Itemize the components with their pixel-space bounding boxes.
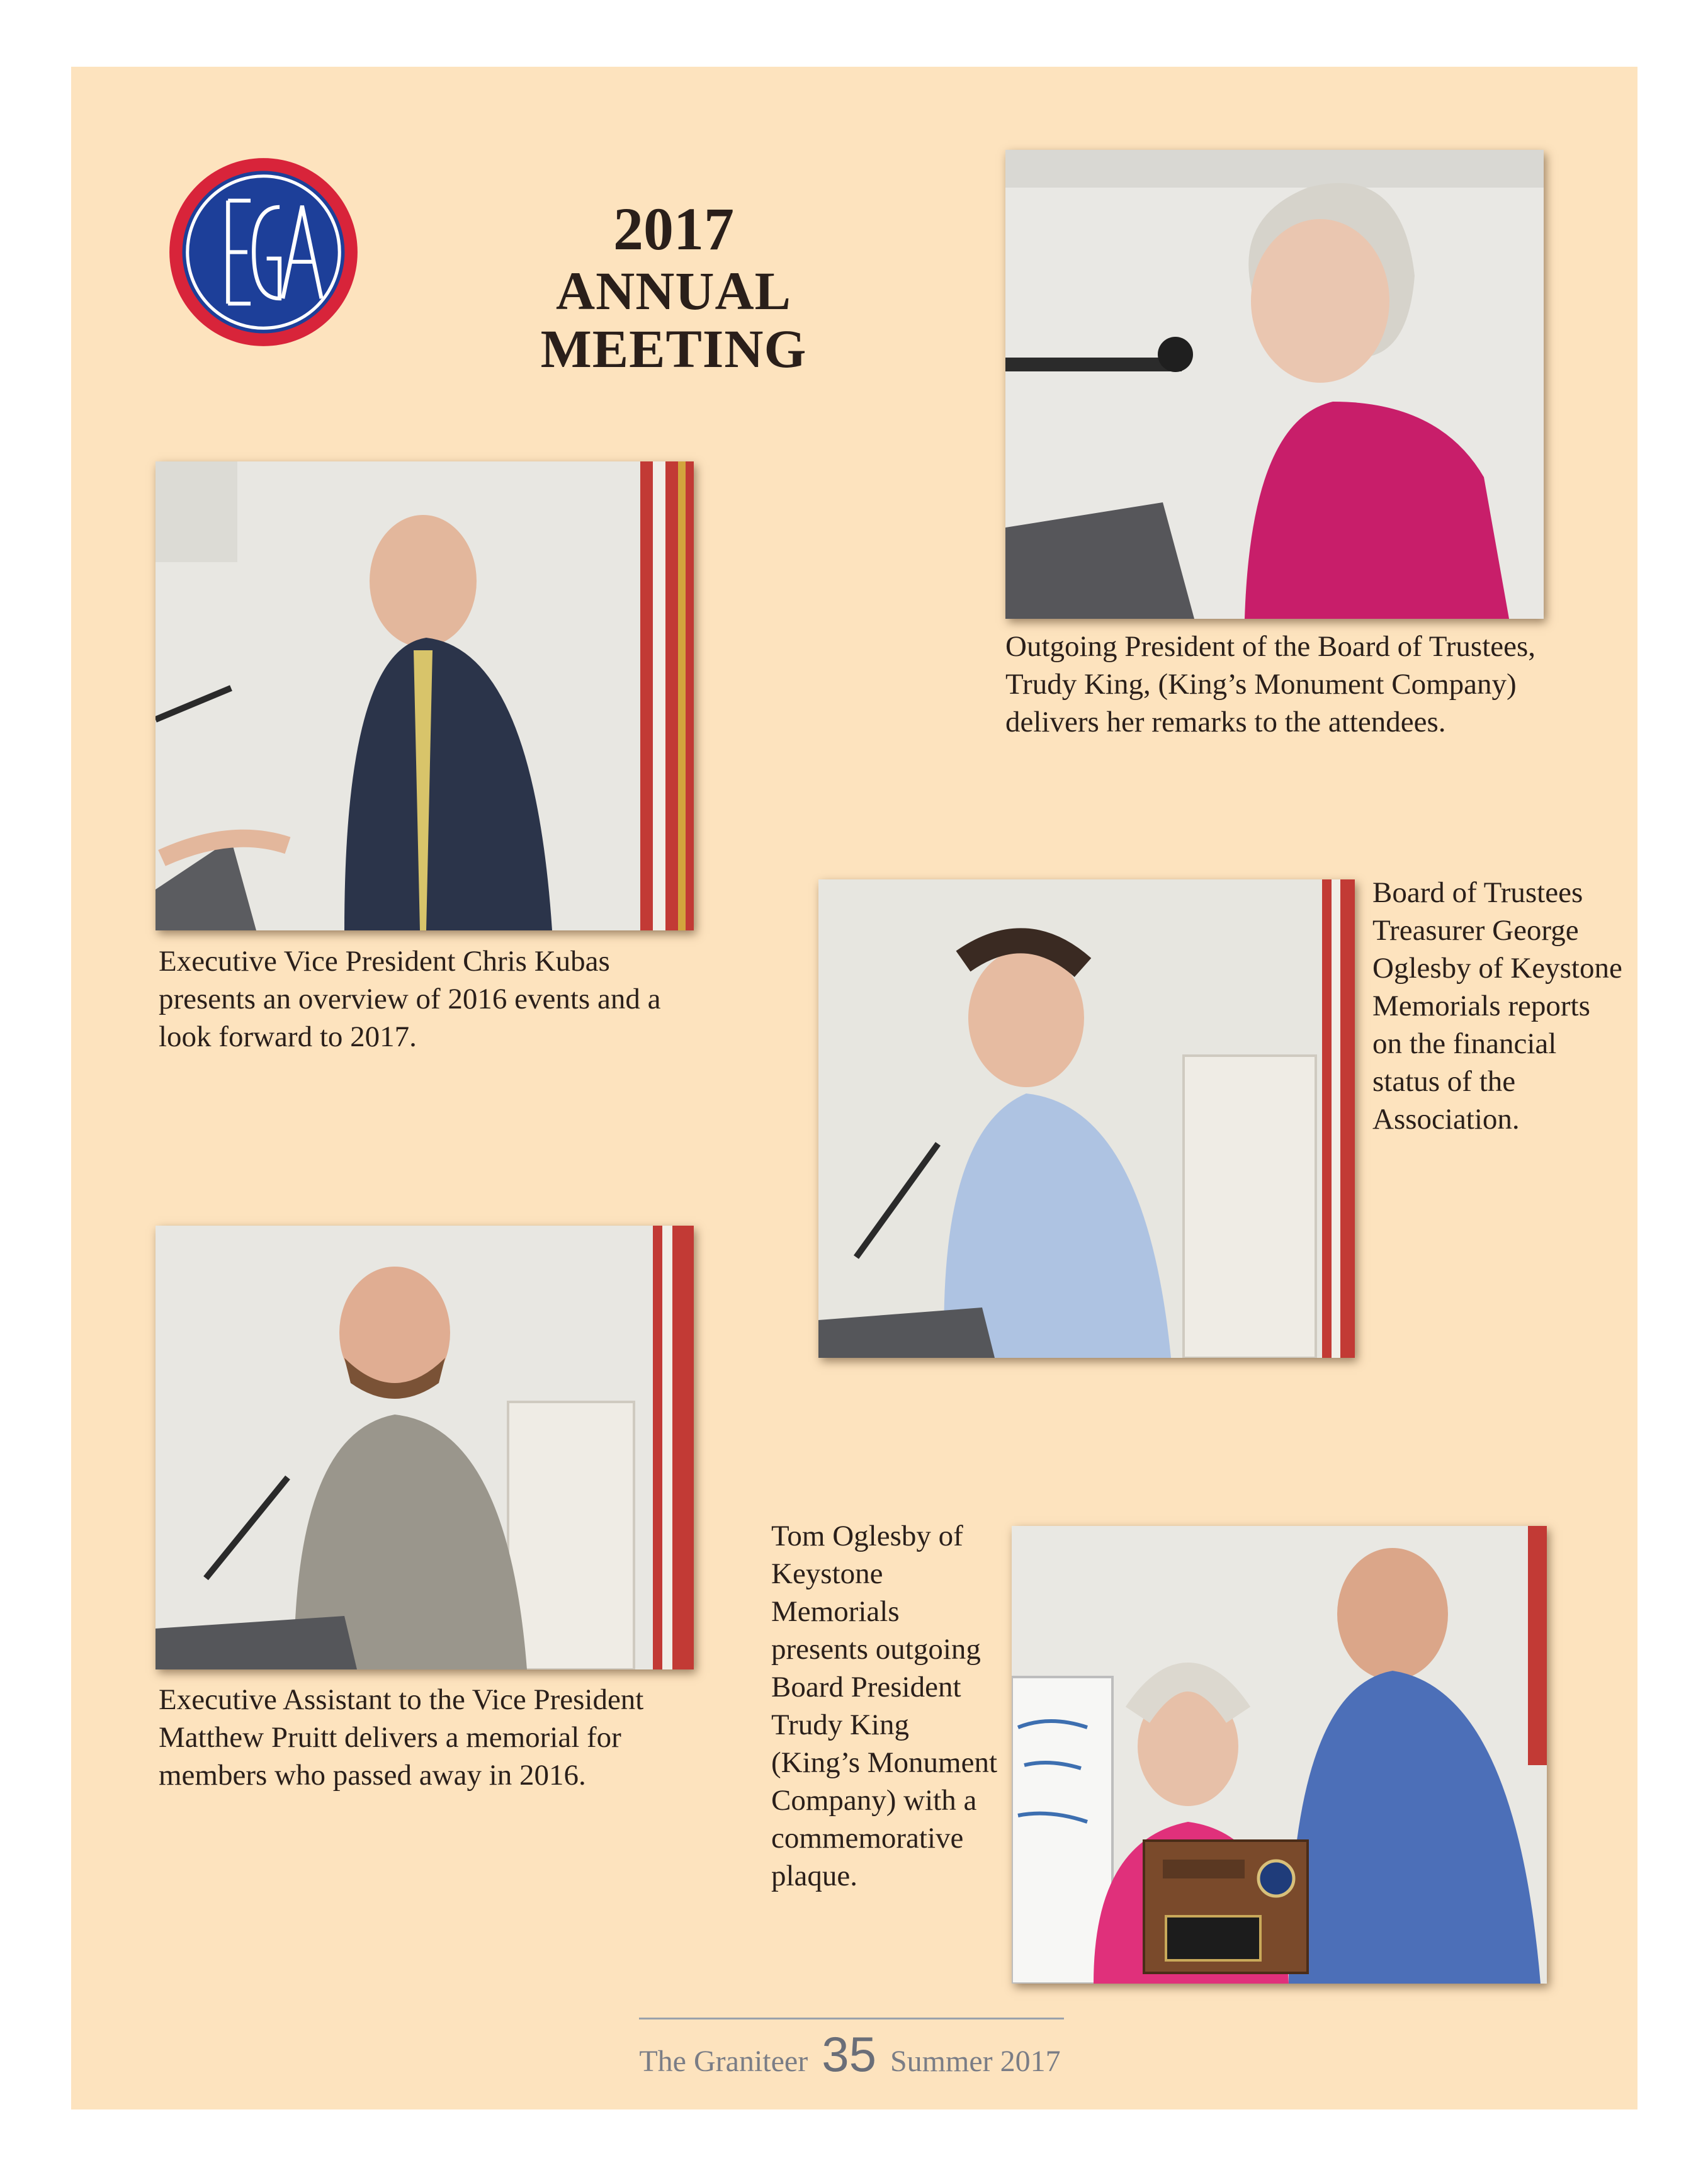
caption-george-oglesby: Board of Trustees Treasurer George Oglesby of Keystone Memorials reports on the financial status of the Association.	[1372, 876, 1622, 1136]
photo-trudy-king-speaking	[1005, 150, 1544, 619]
footer-publication: The Graniteer	[639, 2045, 808, 2078]
photo-chris-kubas-speaking	[156, 461, 694, 930]
ega-logo	[167, 155, 360, 349]
footer-issue: Summer 2017	[890, 2045, 1061, 2078]
footer-rule	[639, 2018, 1064, 2019]
caption-chris-kubas: Executive Vice President Chris Kubas presents an overview of 2016 events and a look forward to 2017.	[159, 945, 661, 1053]
title-year: 2017	[613, 195, 734, 263]
title-heading: ANNUAL MEETING	[540, 261, 807, 379]
caption-plaque-presentation: Tom Oglesby of Keystone Memorials presents outgoing Board President Trudy King (King’s Monument Company) with a commemorative plaque.	[771, 1520, 998, 1892]
caption-trudy-king: Outgoing President of the Board of Trustees, Trudy King, (King’s Monument Company) delivers her remarks to the attendees.	[1005, 630, 1536, 738]
page-footer	[567, 2026, 1133, 2083]
photo-plaque-presentation	[1012, 1526, 1547, 1984]
photo-matthew-pruitt-speaking	[156, 1226, 694, 1669]
footer-page-number: 35	[822, 2026, 876, 2082]
page-title	[434, 196, 913, 378]
caption-matthew-pruitt: Executive Assistant to the Vice President Matthew Pruitt delivers a memorial for members who passed away in 2016.	[159, 1683, 644, 1792]
photo-george-oglesby-speaking	[818, 879, 1355, 1358]
